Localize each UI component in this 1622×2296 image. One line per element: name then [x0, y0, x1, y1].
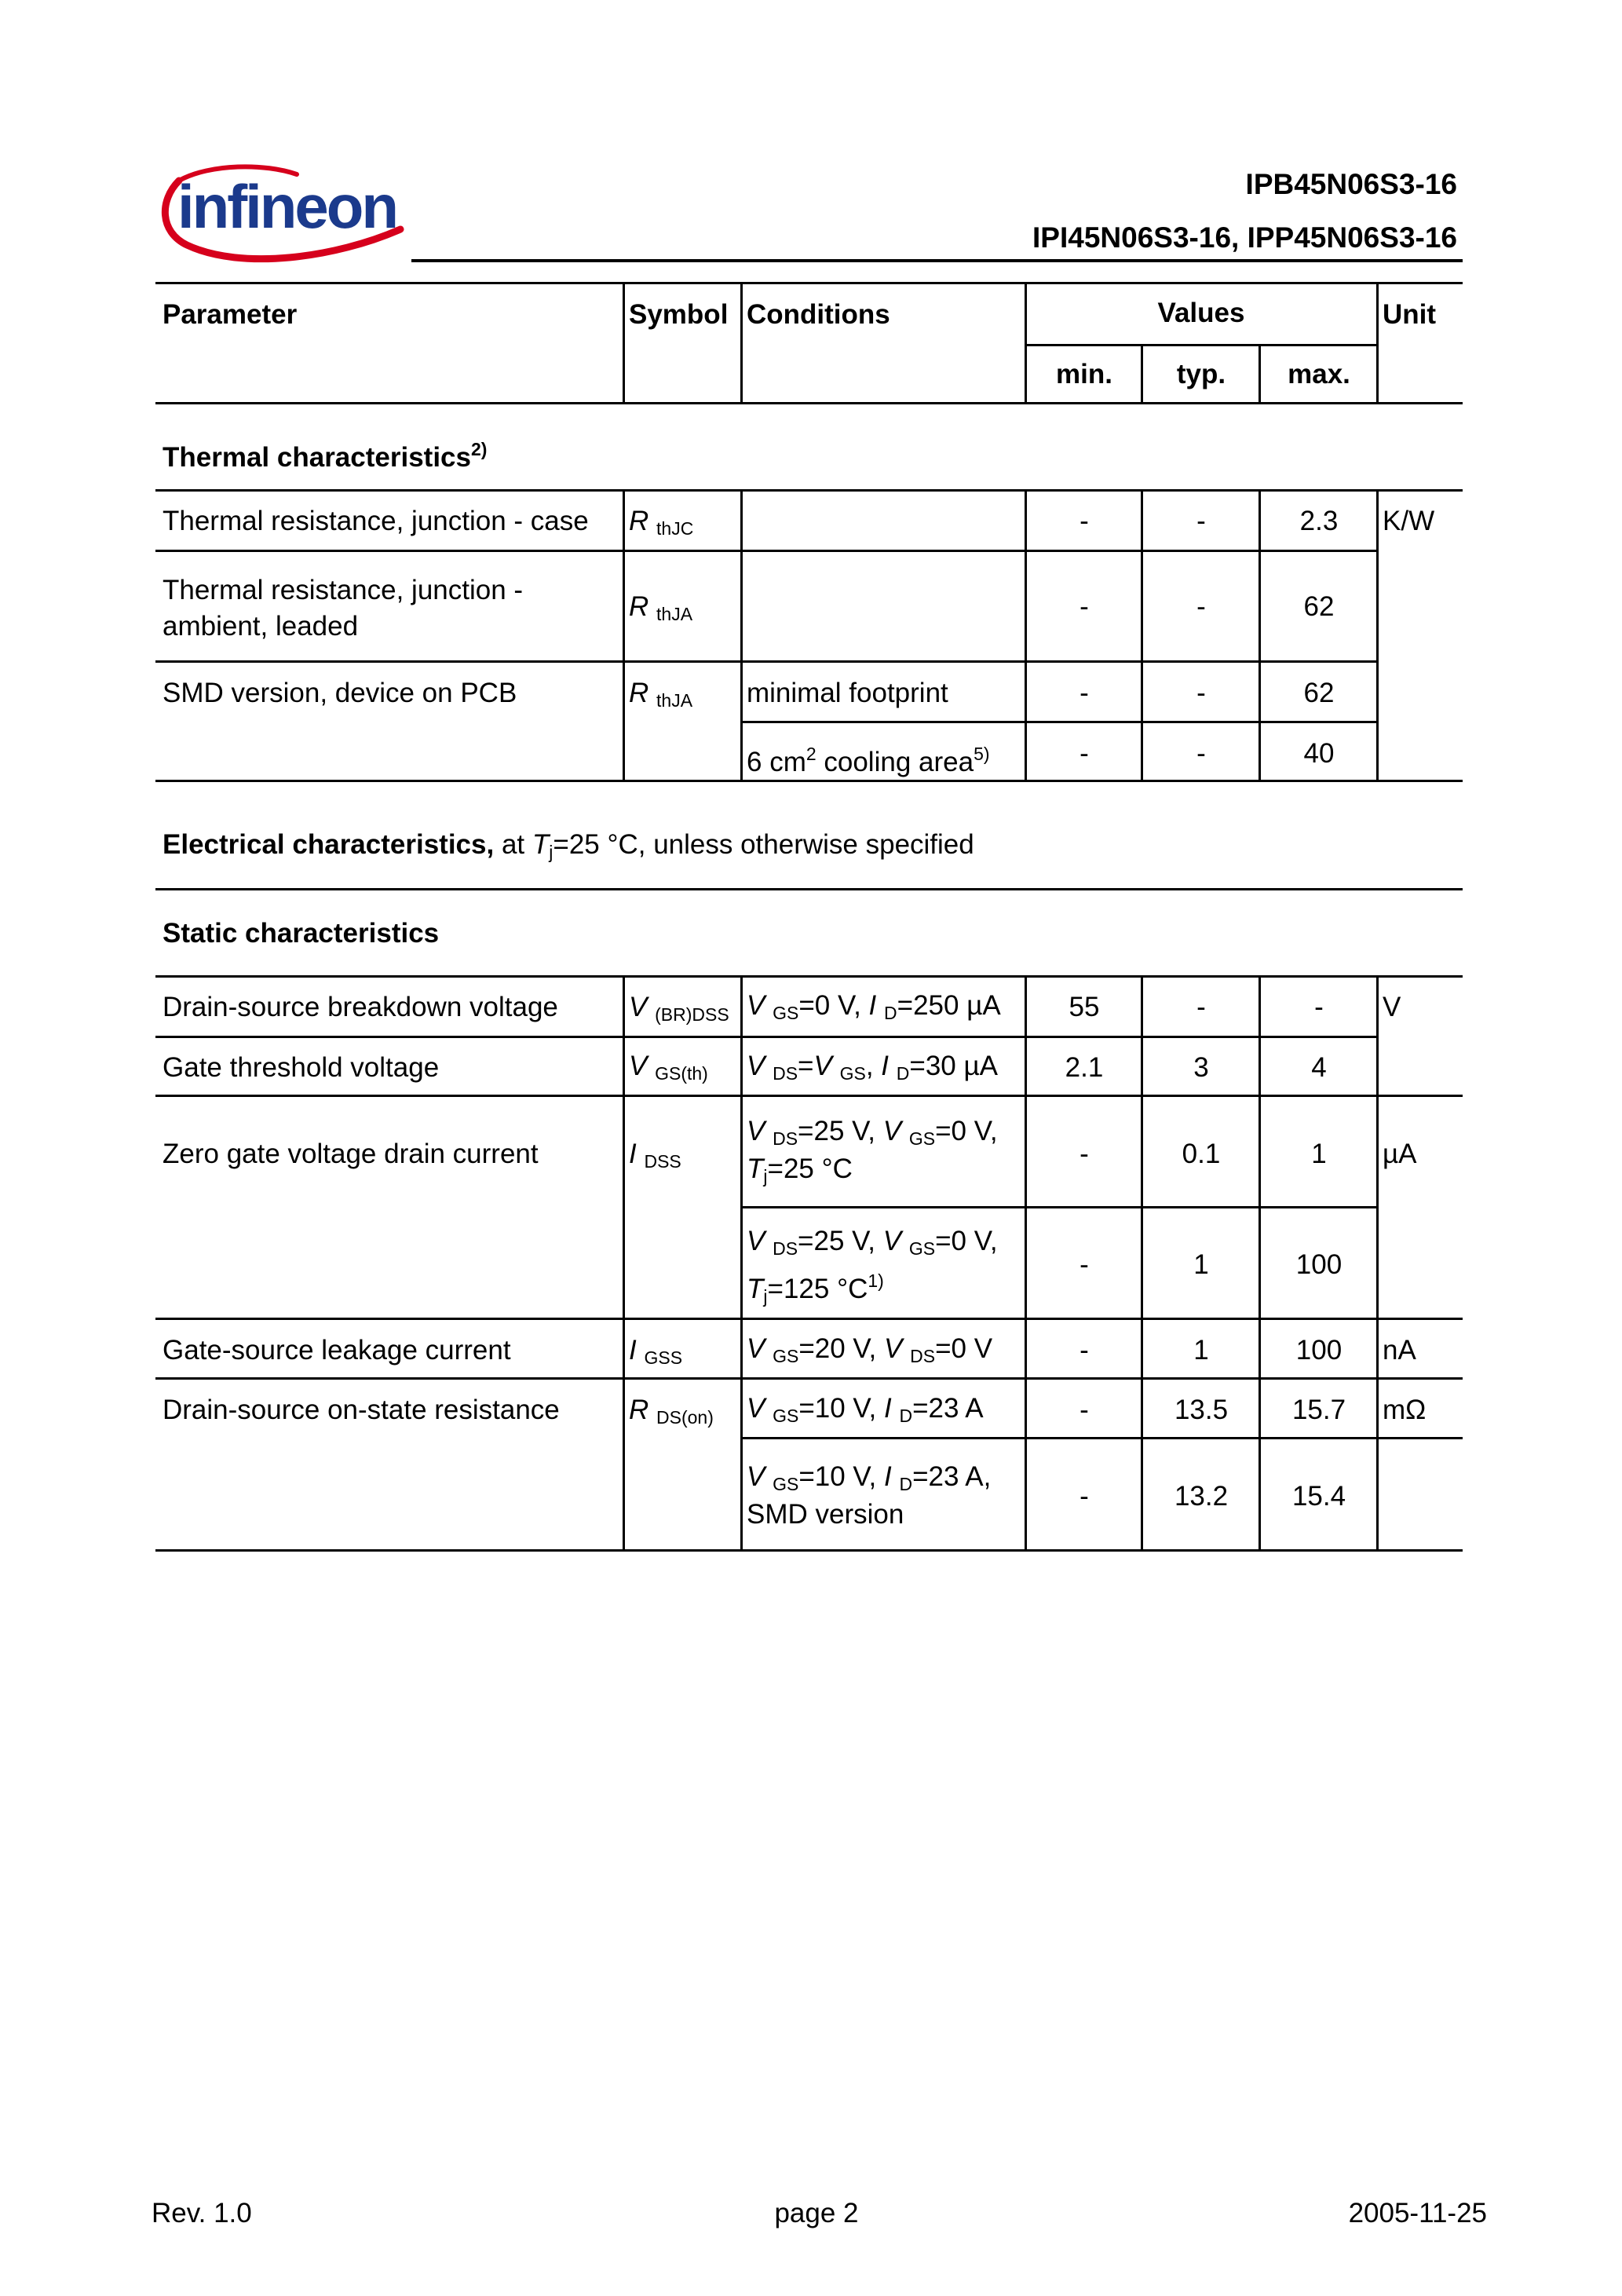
table-top-rule — [155, 282, 1463, 284]
col-rule — [1376, 489, 1379, 782]
value-typ: - — [1196, 506, 1206, 536]
row-rule — [155, 550, 1378, 552]
table-row-conditions: V $_{GS}$=10 V, I $_D$=23 A, — [747, 1461, 992, 1494]
part-number-line-2: IPI45N06S3-16, IPP45N06S3-16 — [1032, 221, 1457, 254]
footer-date: 2005-11-25 — [1348, 2198, 1487, 2228]
value-unit: K/W — [1383, 506, 1435, 536]
part-number-line-1: IPB45N06S3-16 — [1245, 168, 1457, 200]
value-typ: 13.5 — [1174, 1395, 1229, 1425]
col-rule — [623, 282, 625, 404]
table-row-param: Thermal resistance, junction - case — [163, 506, 589, 536]
col-rule — [1376, 282, 1379, 404]
col-rule — [1259, 975, 1261, 1552]
col-header-unit: Unit — [1383, 299, 1437, 330]
header-rule — [411, 259, 1463, 262]
row-rule — [155, 975, 1463, 978]
table-row-symbol: R $_{thJC}$ — [629, 506, 694, 539]
col-rule — [623, 489, 625, 782]
col-header-min: min. — [1056, 359, 1112, 389]
row-rule — [740, 1437, 1463, 1439]
value-typ: 3 — [1193, 1052, 1209, 1083]
col-rule — [1141, 489, 1143, 782]
table-row-conditions-cont: $T_j=125$ $^\circ C^{1)}$ — [747, 1270, 884, 1307]
value-typ: - — [1196, 678, 1206, 708]
table-row-conditions: V $_{GS}$=0 V, I $_D$=250 µA — [747, 990, 1001, 1023]
row-rule — [155, 660, 1378, 663]
col-rule — [1141, 975, 1143, 1552]
row-rule — [155, 489, 1463, 492]
value-min: - — [1080, 1249, 1089, 1280]
value-typ: - — [1196, 992, 1206, 1022]
value-typ: 0.1 — [1182, 1139, 1221, 1169]
value-max: 62 — [1303, 678, 1335, 708]
col-rule — [623, 975, 625, 1552]
col-rule — [1141, 344, 1143, 404]
thermal-section-title: Thermal characteristics$^{2)}$ — [163, 439, 488, 473]
table-row-conditions: 6 $cm^2$ cooling area$^{5)}$ — [747, 744, 990, 777]
col-rule — [740, 282, 743, 404]
value-max: 4 — [1311, 1052, 1327, 1083]
table-row-conditions-cont: SMD version — [747, 1499, 904, 1530]
table-row-conditions-cont: $T_j=25$ °C — [747, 1153, 853, 1186]
col-rule — [740, 489, 743, 782]
value-typ: - — [1196, 591, 1206, 622]
table-row-symbol: R $_{DS(on)}$ — [629, 1395, 714, 1428]
table-row-param: Drain-source breakdown voltage — [163, 992, 558, 1022]
col-rule — [1025, 282, 1027, 404]
col-rule — [740, 975, 743, 1552]
value-typ: 1 — [1193, 1335, 1209, 1366]
infineon-logo — [155, 157, 407, 267]
table-row-param: Gate threshold voltage — [163, 1052, 440, 1083]
value-unit: mΩ — [1383, 1395, 1427, 1425]
value-unit: nA — [1383, 1335, 1416, 1366]
table-row-param: Drain-source on-state resistance — [163, 1395, 560, 1425]
table-row-conditions: V $_{DS}$=25 V, V $_{GS}$=0 V, — [747, 1116, 998, 1149]
value-unit: µA — [1383, 1139, 1417, 1169]
footer-page-number: page 2 — [774, 2198, 859, 2228]
row-rule — [155, 1036, 1378, 1038]
col-header-max: max. — [1288, 359, 1350, 389]
electrical-section-title: Electrical characteristics, at $T_j=25$ °C, unless otherwise specified — [163, 829, 974, 862]
col-rule — [1259, 489, 1261, 782]
value-max: - — [1314, 992, 1324, 1022]
value-min: 55 — [1069, 992, 1100, 1022]
table-row-symbol: V $_{GS(th)}$ — [629, 1051, 708, 1084]
table-row-conditions: minimal footprint — [747, 678, 948, 708]
header-bottom-rule — [155, 402, 1463, 404]
value-max: 100 — [1295, 1335, 1343, 1366]
values-rule — [1027, 344, 1378, 346]
row-rule — [155, 1095, 1463, 1097]
table-row-symbol: R $_{thJA}$ — [629, 591, 693, 624]
value-typ: 1 — [1193, 1249, 1209, 1280]
static-section-title: Static characteristics — [163, 918, 440, 949]
table-row-symbol: R $_{thJA}$ — [629, 678, 693, 711]
table-row-param: Gate-source leakage current — [163, 1335, 511, 1366]
row-rule — [740, 1206, 1378, 1208]
col-header-parameter: Parameter — [163, 299, 298, 330]
col-header-symbol: Symbol — [629, 299, 729, 330]
value-max: 1 — [1311, 1139, 1327, 1169]
table-row-param-cont: ambient, leaded — [163, 611, 359, 642]
table-row-symbol: I $_{DSS}$ — [629, 1139, 681, 1172]
col-rule — [1025, 975, 1027, 1552]
table-bottom-rule — [155, 1549, 1463, 1552]
value-unit: V — [1383, 992, 1401, 1022]
value-min: - — [1080, 1139, 1089, 1169]
table-row-conditions: V $_{DS}$=V $_{GS}$, I $_D$=30 µA — [747, 1051, 998, 1084]
value-max: 40 — [1303, 738, 1335, 769]
table-row-param: Zero gate voltage drain current — [163, 1139, 539, 1169]
table-row-conditions: V $_{GS}$=10 V, I $_D$=23 A — [747, 1393, 984, 1426]
value-min: - — [1080, 591, 1089, 622]
value-min: 2.1 — [1065, 1052, 1104, 1083]
value-max: 15.7 — [1291, 1395, 1346, 1425]
row-rule — [155, 1377, 1463, 1380]
row-rule — [155, 1318, 1463, 1320]
table-row-symbol: V $_{(BR)DSS}$ — [629, 992, 729, 1025]
table-row-param: Thermal resistance, junction - — [163, 575, 524, 605]
table-row-conditions: V $_{DS}$=25 V, V $_{GS}$=0 V, — [747, 1226, 998, 1259]
logo-text: infineon — [177, 172, 399, 241]
col-rule — [1376, 975, 1379, 1552]
value-min: - — [1080, 1335, 1089, 1366]
col-rule — [1025, 489, 1027, 782]
table-row-conditions: V $_{GS}$=20 V, V $_{DS}$=0 V — [747, 1333, 993, 1366]
section-rule — [155, 888, 1463, 890]
value-max: 62 — [1303, 591, 1335, 622]
value-min: - — [1080, 1481, 1089, 1512]
col-header-conditions: Conditions — [747, 299, 890, 330]
col-rule — [1259, 344, 1261, 404]
value-max: 100 — [1295, 1249, 1343, 1280]
table-row-param: SMD version, device on PCB — [163, 678, 517, 708]
value-min: - — [1080, 738, 1089, 769]
value-typ: 13.2 — [1174, 1481, 1229, 1512]
row-rule — [740, 721, 1378, 723]
value-max: 15.4 — [1291, 1481, 1346, 1512]
value-min: - — [1080, 506, 1089, 536]
footer-revision: Rev. 1.0 — [152, 2198, 252, 2228]
value-max: 2.3 — [1299, 506, 1339, 536]
col-header-values: Values — [1157, 298, 1245, 328]
col-header-typ: typ. — [1176, 359, 1226, 389]
table-row-symbol: I $_{GSS}$ — [629, 1335, 683, 1368]
value-min: - — [1080, 1395, 1089, 1425]
value-min: - — [1080, 678, 1089, 708]
value-typ: - — [1196, 738, 1206, 769]
